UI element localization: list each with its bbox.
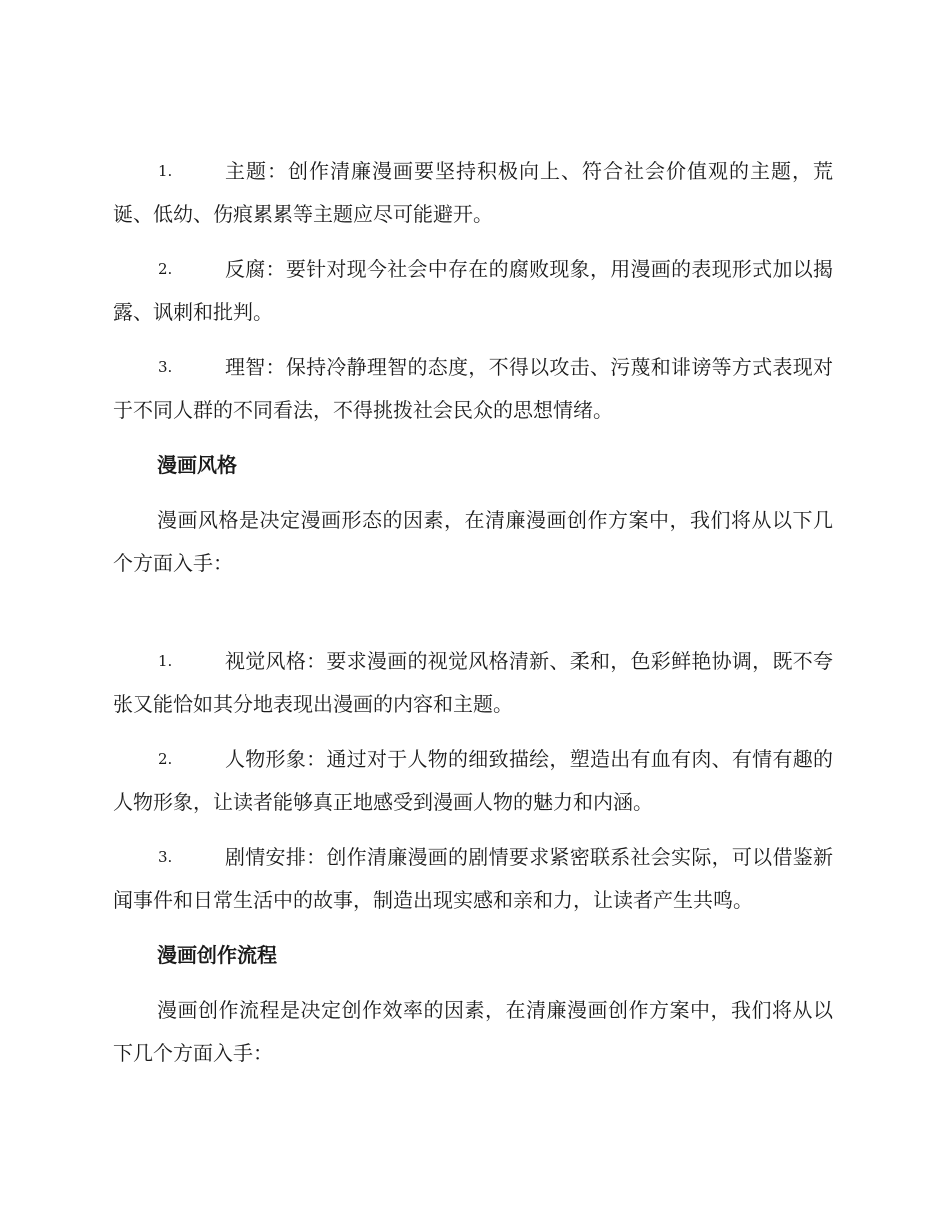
list-item bbox=[113, 346, 833, 432]
list-item-text: 理智：保持冷静理智的态度，不得以攻击、污蔑和诽谤等方式表现对于不同人群的不同看法，不得挑拨社会民众的思想情绪。 bbox=[113, 355, 833, 422]
blank-line bbox=[113, 597, 833, 640]
list-item bbox=[113, 248, 833, 334]
list-item-text: 剧情安排：创作清廉漫画的剧情要求紧密联系社会实际，可以借鉴新闻事件和日常生活中的故事，制造出现实感和亲和力，让读者产生共鸣。 bbox=[113, 845, 833, 912]
list-item-text: 人物形象：通过对于人物的细致描绘，塑造出有血有肉、有情有趣的人物形象，让读者能够真正地感受到漫画人物的魅力和内涵。 bbox=[113, 747, 833, 814]
list-number: 1. bbox=[158, 162, 173, 180]
list-number: 3. bbox=[158, 358, 173, 376]
list-item-text: 视觉风格：要求漫画的视觉风格清新、柔和，色彩鲜艳协调，既不夸张又能恰如其分地表现出漫画的内容和主题。 bbox=[113, 649, 833, 716]
list-item bbox=[113, 836, 833, 922]
section-intro-style: 漫画风格是决定漫画形态的因素，在清廉漫画创作方案中，我们将从以下几个方面入手： bbox=[113, 508, 833, 575]
list-item-text: 主题：创作清廉漫画要坚持积极向上、符合社会价值观的主题，荒诞、低幼、伤痕累累等主题应尽可能避开。 bbox=[113, 159, 833, 226]
list-item bbox=[113, 738, 833, 824]
list-number: 2. bbox=[158, 260, 173, 278]
list-number: 3. bbox=[158, 848, 173, 866]
document-page bbox=[113, 150, 833, 1087]
list-number: 2. bbox=[158, 750, 173, 768]
section-heading-style: 漫画风格 bbox=[157, 453, 237, 477]
section-intro-process: 漫画创作流程是决定创作效率的因素，在清廉漫画创作方案中，我们将从以下几个方面入手： bbox=[113, 998, 833, 1065]
section-heading-process: 漫画创作流程 bbox=[157, 943, 277, 967]
list-item bbox=[113, 150, 833, 236]
list-item bbox=[113, 640, 833, 726]
list-number: 1. bbox=[158, 652, 173, 670]
list-item-text: 反腐：要针对现今社会中存在的腐败现象，用漫画的表现形式加以揭露、讽刺和批判。 bbox=[113, 257, 833, 324]
